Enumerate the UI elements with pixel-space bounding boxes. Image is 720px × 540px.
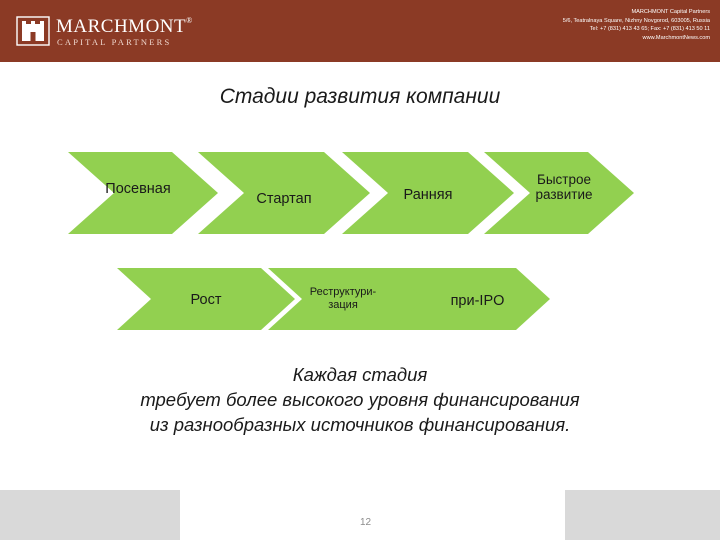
contact-line: 5/6, Teatralnaya Square, Nizhny Novgorod, 603005, Russia xyxy=(562,17,710,24)
castle-icon xyxy=(16,16,50,46)
footer-panel xyxy=(180,490,565,540)
contact-line: Tel: +7 (831) 413 43 65; Fax: +7 (831) 413 50 11 xyxy=(589,26,710,33)
brand-subtitle: CAPITAL PARTNERS xyxy=(57,37,172,47)
stage-label: Быстрое развитие xyxy=(535,172,593,202)
page-number: 12 xyxy=(360,517,372,528)
trademark-mark: ® xyxy=(186,16,193,25)
stage-rapid-growth xyxy=(484,152,634,234)
contact-info xyxy=(563,8,710,42)
summary-line: требует более высокого уровня финансирования xyxy=(140,389,580,410)
brand-name: MARCHMONT® xyxy=(56,16,193,37)
stage-label: Стартап xyxy=(256,191,312,207)
summary-text xyxy=(0,362,720,437)
stage-label: при-IPO xyxy=(450,293,505,309)
summary-line: Каждая стадия xyxy=(292,364,428,385)
stage-label: Реструктури- зация xyxy=(309,286,377,311)
stage-seed xyxy=(68,152,218,234)
slide-title: Стадии развития компании xyxy=(219,85,501,108)
stage-label: Ранняя xyxy=(403,187,453,203)
stage-label: Рост xyxy=(190,292,222,308)
stage-pre-ipo xyxy=(390,268,550,330)
stage-label: Посевная xyxy=(105,181,171,197)
contact-line: www.MarchmontNews.com xyxy=(642,34,710,41)
contact-line: MARCHMONT Capital Partners xyxy=(631,9,710,15)
summary-line: из разнообразных источников финансирования. xyxy=(149,414,571,435)
header-bar xyxy=(0,0,720,62)
